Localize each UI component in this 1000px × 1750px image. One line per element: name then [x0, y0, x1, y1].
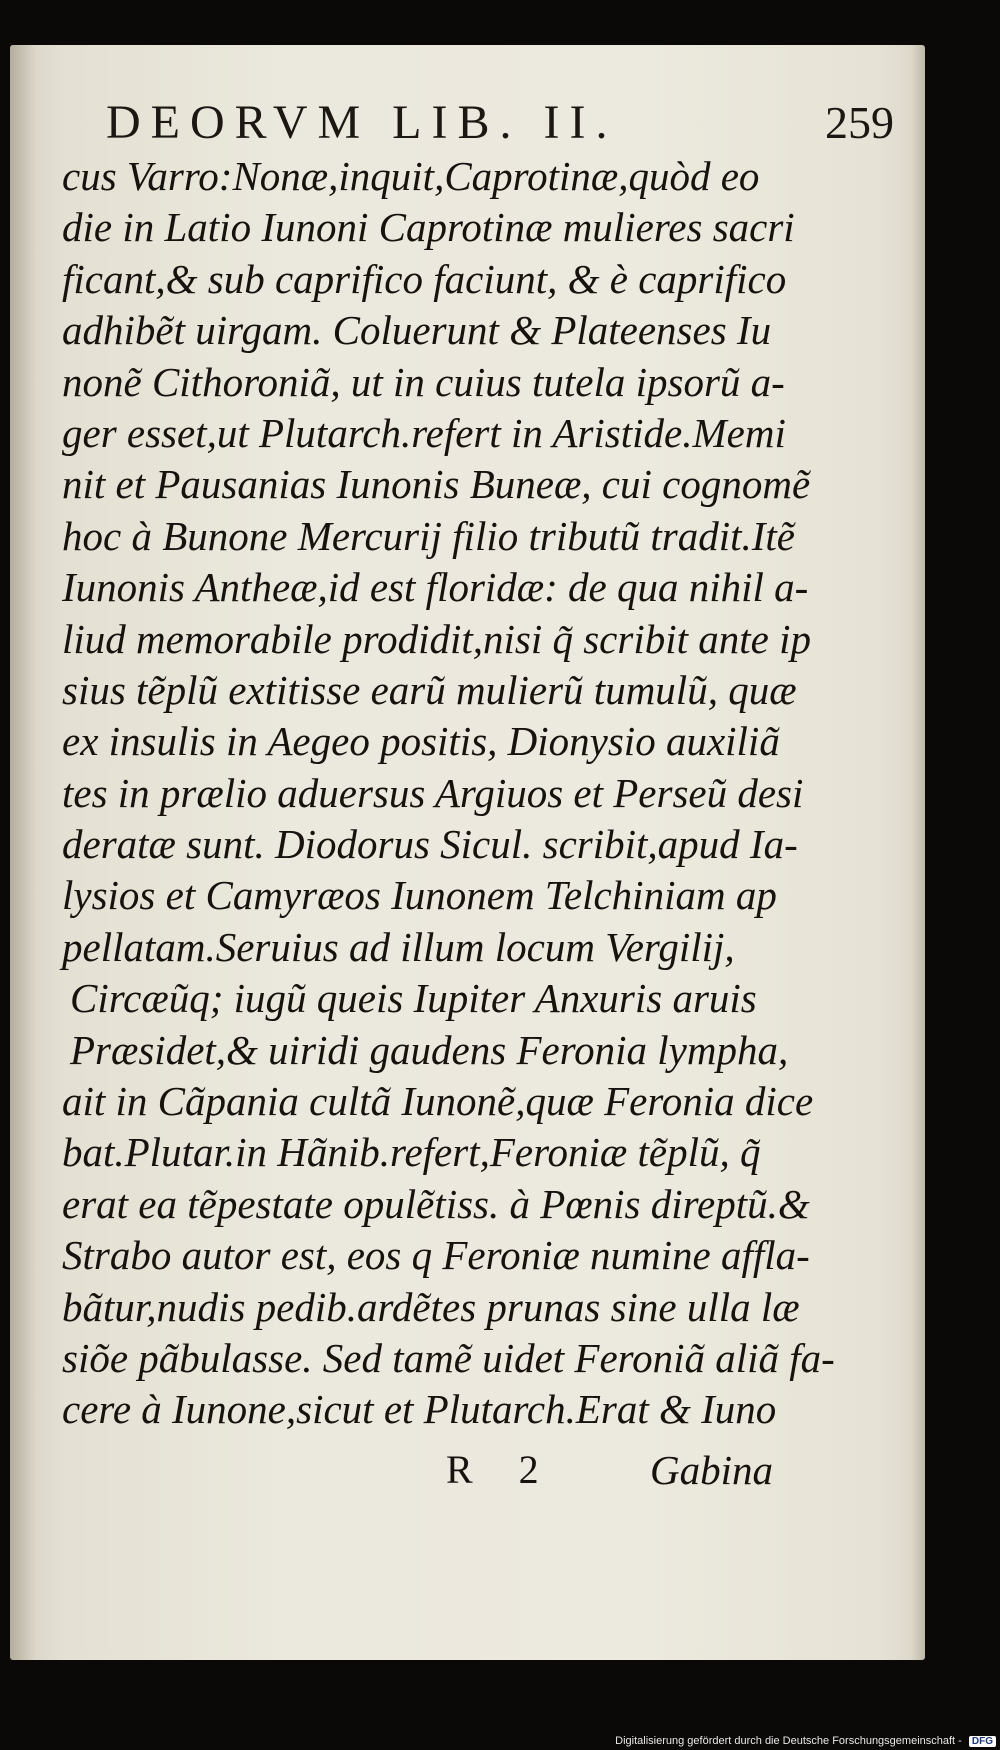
text-line: tes in prælio aduersus Argiuos et Perseũ desi: [62, 769, 804, 816]
body-text: [62, 151, 907, 1436]
catchword: Gabina: [650, 1447, 773, 1493]
page-foot: [10, 1442, 925, 1498]
running-head: [106, 93, 906, 153]
text-line: bat.Plutar.in Hãnib.refert,Feroniæ tẽplũ, q̃: [62, 1129, 761, 1176]
paper-page: [10, 45, 925, 1660]
running-head-title: DEORVM LIB. II.: [106, 96, 618, 149]
text-line: deratæ sunt. Diodorus Sicul. scribit,apud Ia-: [62, 821, 798, 868]
text-line: Strabo autor est, eos q Feroniæ numine affla-: [62, 1232, 810, 1279]
text-line: die in Latio Iunoni Caprotinæ mulieres sacri: [62, 204, 795, 251]
text-line: ex insulis in Aegeo positis, Dionysio auxiliã: [62, 718, 780, 765]
text-line: ficant,& sub caprifico faciunt, & è caprifico: [62, 255, 787, 302]
gutter-shadow: [10, 45, 36, 1660]
verse-line: Circæũq; iugũ queis Iupiter Anxuris aruis: [70, 975, 757, 1022]
text-line: lysios et Camyræos Iunonem Telchiniam ap: [62, 872, 777, 919]
signature-mark: R 2: [446, 1447, 557, 1492]
text-line: nit et Pausanias Iunonis Buneæ, cui cognomẽ: [62, 461, 811, 508]
text-line: cere à Iunone,sicut et Plutarch.Erat & Iuno: [62, 1386, 777, 1433]
digitization-credit: [615, 1735, 996, 1747]
text-line: cus Varro:Nonæ,inquit,Caprotinæ,quòd eo: [62, 153, 760, 199]
text-line: bãtur,nudis pedib.ardẽtes prunas sine ulla læ: [62, 1283, 800, 1330]
text-line: sius tẽplũ extitisse earũ mulierũ tumulũ, quæ: [62, 666, 797, 713]
verse-line: Præsidet,& uiridi gaudens Feronia lympha,: [70, 1026, 789, 1073]
text-line: ger esset,ut Plutarch.refert in Aristide.Memi: [62, 409, 786, 456]
text-line: nonẽ Cithoroniã, ut in cuius tutela ipsorũ a-: [62, 358, 785, 405]
credit-text: Digitalisierung gefördert durch die Deutsche Forschungsgemeinschaft -: [615, 1735, 962, 1747]
dfg-logo: DFG: [969, 1736, 996, 1747]
text-line: siõe pãbulasse. Sed tamẽ uidet Feroniã aliã fa-: [62, 1334, 835, 1381]
text-line: ait in Cãpania cultã Iunonẽ,quæ Feronia dice: [62, 1078, 814, 1125]
text-line: erat ea tẽpestate opulẽtiss. à Pœnis direptũ.&: [62, 1180, 810, 1227]
text-line: Iunonis Antheæ,id est floridæ: de qua nihil a-: [62, 564, 809, 611]
page-number: 259: [825, 97, 894, 148]
text-line: liud memorabile prodidit,nisi q̃ scribit ante ip: [62, 615, 811, 662]
text-line: adhibẽt uirgam. Coluerunt & Plateenses Iu: [62, 307, 772, 354]
text-line: pellatam.Seruius ad illum locum Vergilij,: [62, 923, 735, 970]
text-line: hoc à Bunone Mercurij filio tributũ tradit.Itẽ: [62, 512, 795, 559]
page-edge-shadow: [911, 45, 925, 1660]
